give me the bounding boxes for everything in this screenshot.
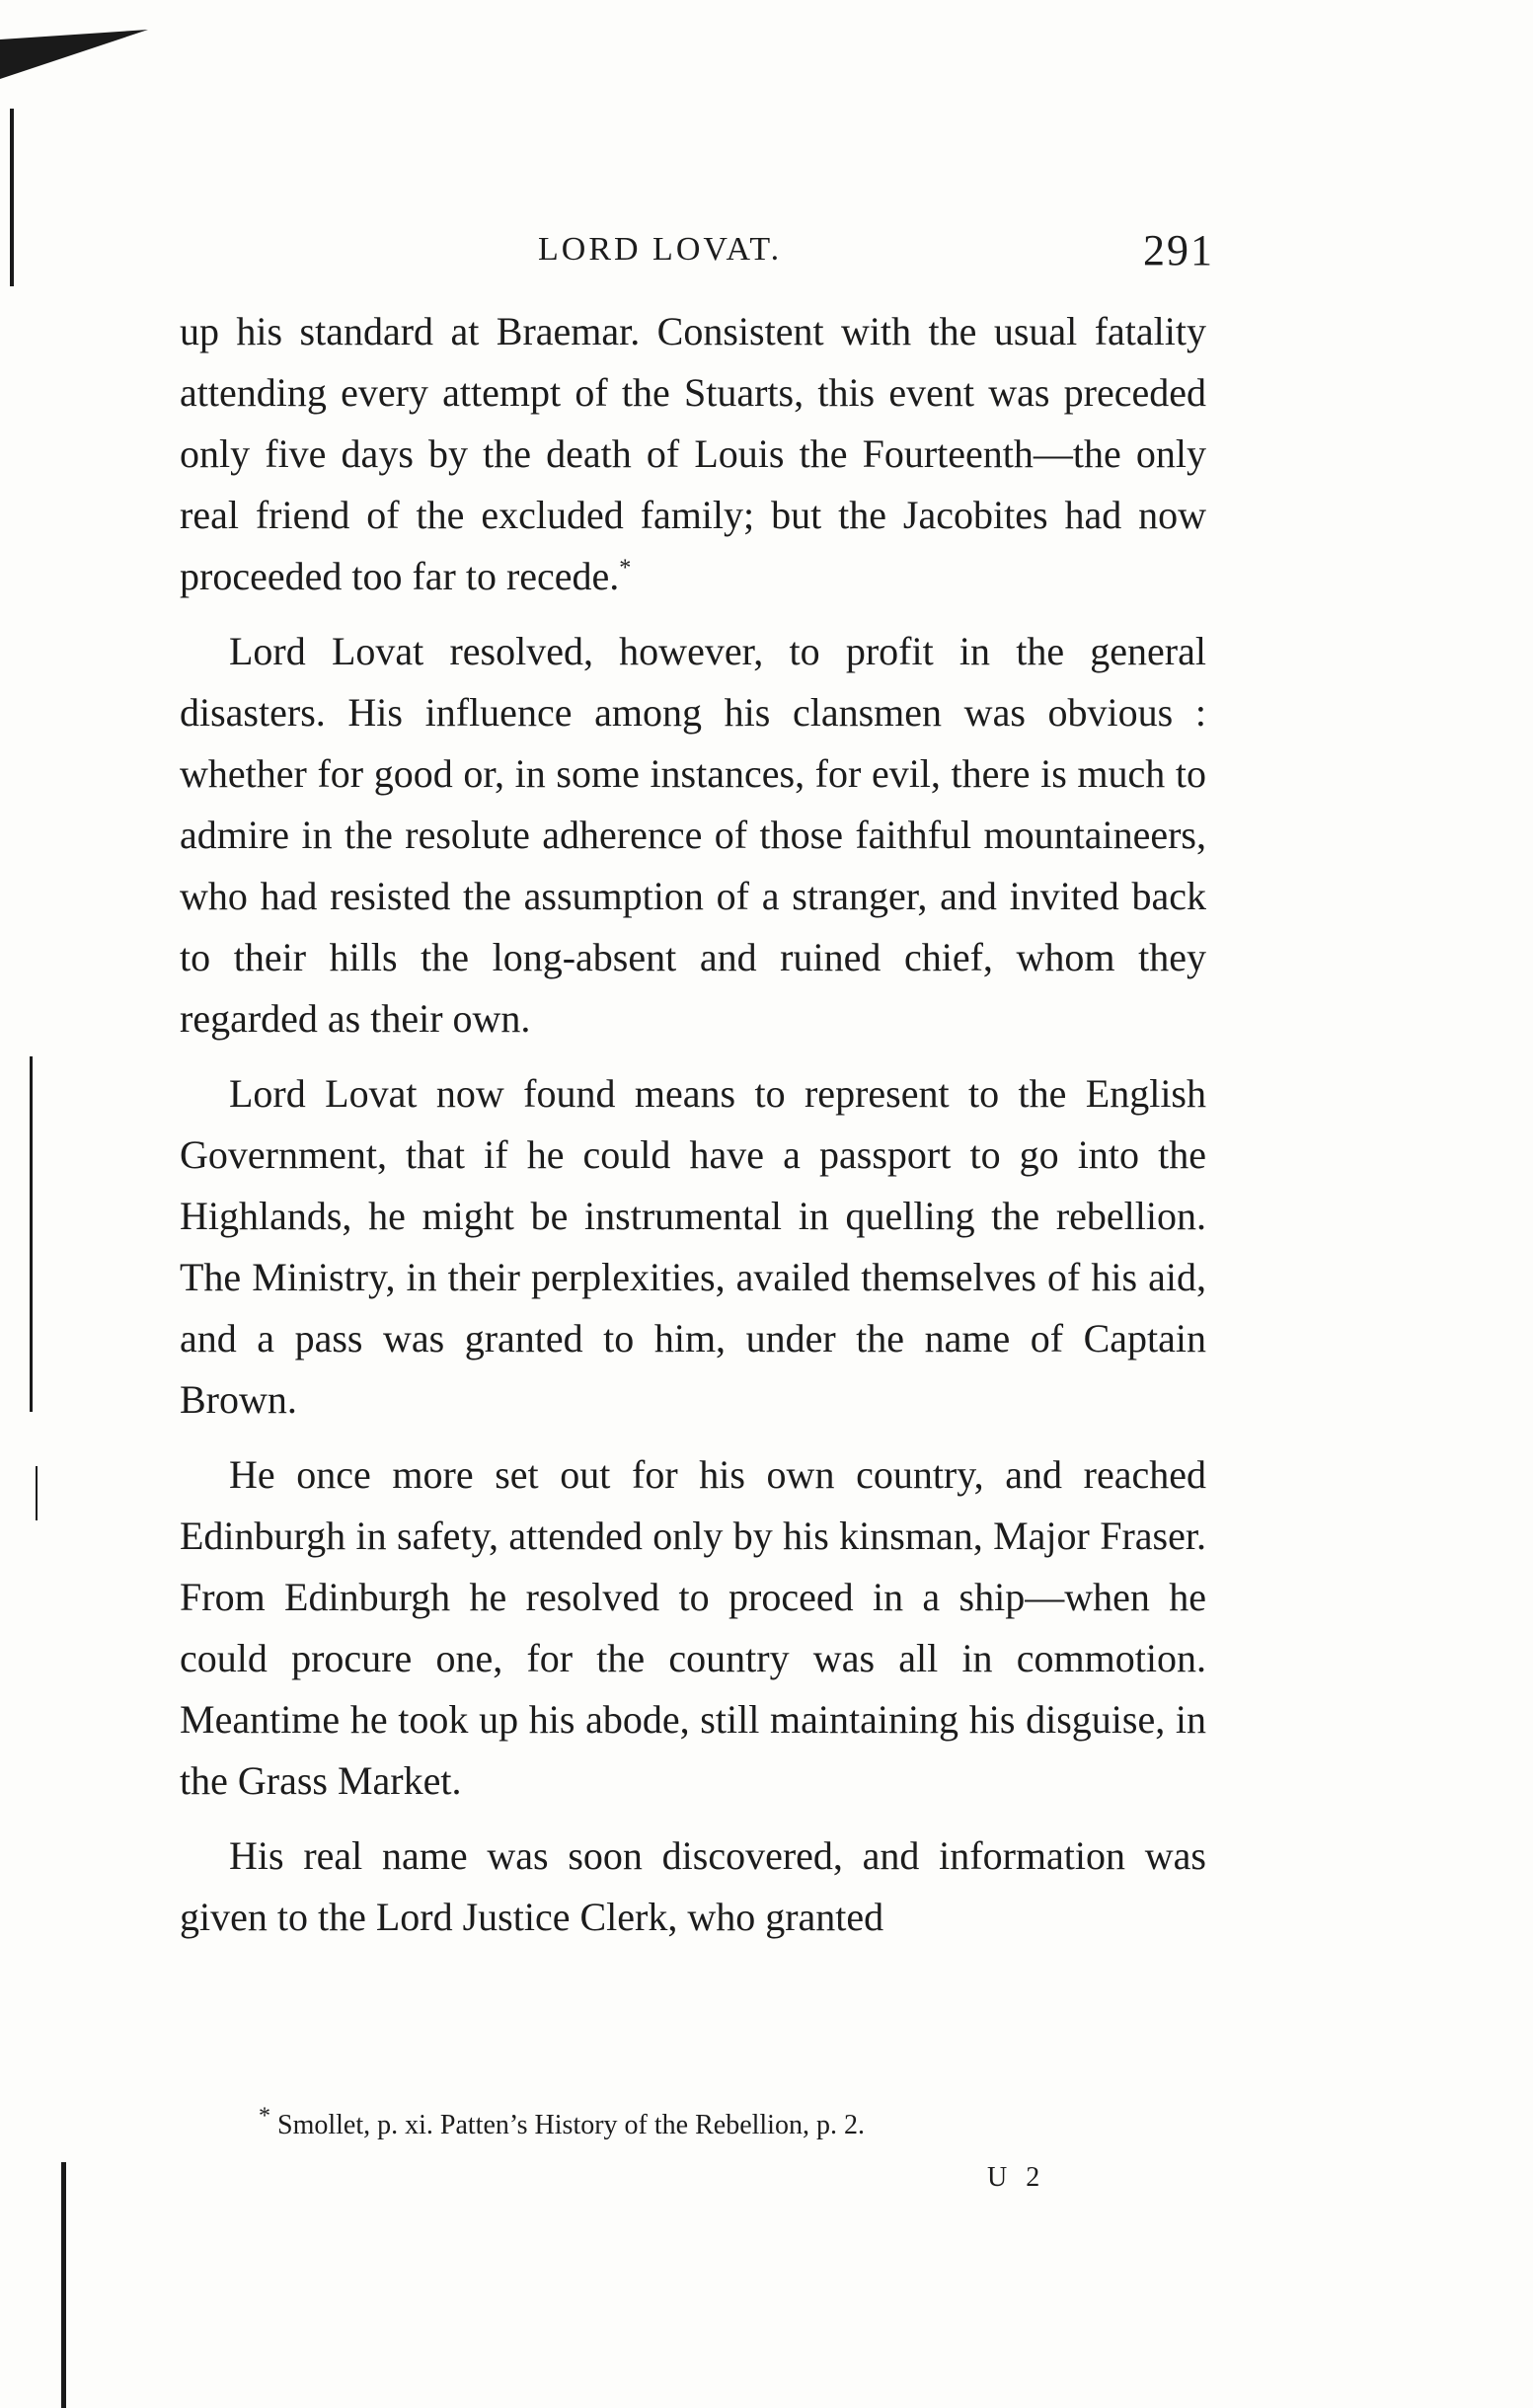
scan-edge-rule-middle [30,1056,33,1412]
paragraph: His real name was soon discovered, and information was given to the Lord Justice Clerk, who granted [180,1833,1206,1939]
scan-edge-rule-top [10,109,14,286]
signature-mark: U 2 [987,2162,1046,2193]
scan-edge-rule-bottom [61,2162,66,2408]
paragraph [180,301,1206,607]
paragraph: Lord Lovat now found means to represent to the English Government, that if he could have a passport to go into the Highlands, he might be instrumental in quelling the rebellion. The Ministry, in their perplexities, availed themselves of his aid, and a pass was granted to him, under the name of Captain Brown. [180,1071,1206,1422]
page-header [178,225,1214,284]
footnote-reference: * [619,555,632,582]
footnote-marker: * [259,2103,270,2130]
paragraph: Lord Lovat resolved, however, to profit in the general disasters. His influence among his clansmen was obvious : whether for good or, in some instances, for evil, there is much to admire in the resolute adherence of those faithful mountaineers, who had resisted the assumption of a stranger, and invited back to their hills the long-absent and ruined chief, whom they regarded as their own. [180,629,1206,1041]
scan-corner-mark [0,0,158,89]
body-text [180,301,1206,1962]
paragraph-text: up his standard at Braemar. Consistent with the usual fatality attending every attempt of the Stuarts, this event was preceded only five days by the death of Louis the Fourteenth—the only real friend of the excluded family; but the Jacobites had now proceeded too far to recede. [180,309,1206,598]
footnote-text: Smollet, p. xi. Patten’s History of the Rebellion, p. 2. [277,2110,865,2140]
running-head: LORD LOVAT. [538,231,783,268]
paragraph: He once more set out for his own country, and reached Edinburgh in safety, attended only by his kinsman, Major Fraser. From Edinburgh he resolved to proceed in a ship—when he could procure one, for the country was all in commotion. Meantime he took up his abode, still maintaining his disguise, in the Grass Market. [180,1452,1206,1803]
page-number: 291 [1143,226,1214,274]
scan-edge-rule-small [36,1466,38,1520]
footnote [259,2103,1147,2143]
